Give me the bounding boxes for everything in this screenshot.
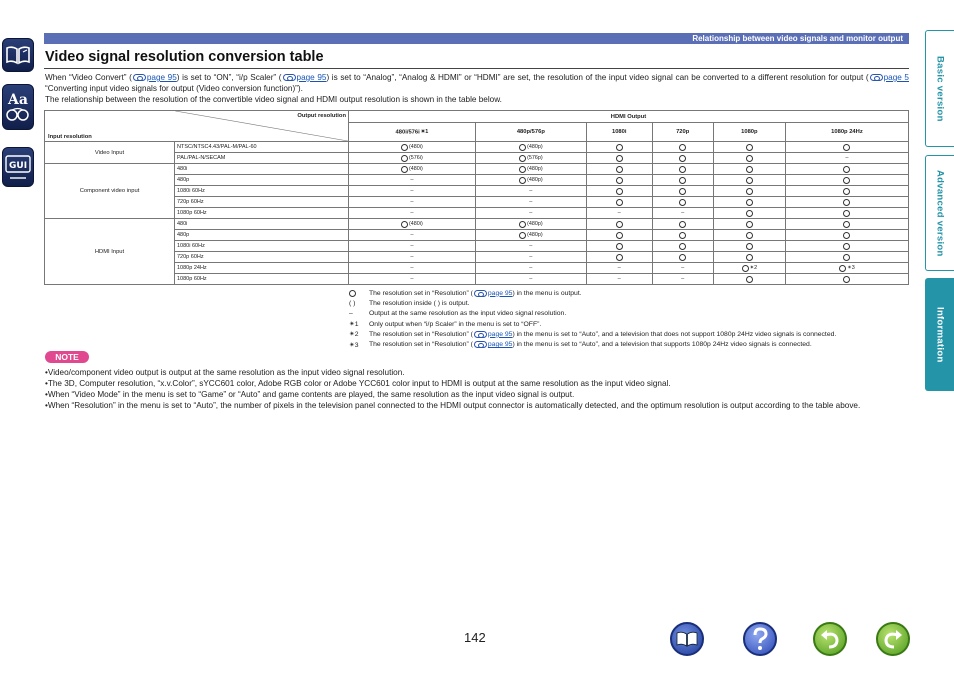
supported-circle-icon — [746, 276, 753, 283]
supported-circle-icon — [746, 254, 753, 261]
column-header-label: 1080p 24Hz — [831, 129, 863, 135]
table-row — [45, 252, 909, 263]
output-cell — [785, 208, 908, 219]
output-cell — [713, 208, 785, 219]
output-cell — [349, 175, 476, 186]
output-cell — [475, 208, 586, 219]
supported-circle-icon — [843, 254, 850, 261]
output-cell — [785, 153, 908, 164]
output-cell — [785, 252, 908, 263]
output-cell — [349, 252, 476, 263]
table-row — [45, 263, 909, 274]
cell-note: ✴3 — [847, 265, 855, 271]
supported-circle-icon — [401, 155, 408, 162]
output-cell — [785, 197, 908, 208]
input-resolution-cell: 480p — [175, 230, 349, 241]
same-as-input-dash: – — [681, 276, 685, 282]
output-cell — [586, 263, 652, 274]
column-header-label: 1080p — [741, 129, 758, 135]
legend-text: ) in the menu is set to “Auto”, and a television that does not support 1080p 24Hz video signals is connected. — [512, 330, 837, 338]
supported-circle-icon — [746, 144, 753, 151]
legend-text: Only output when “i/p Scaler” in the menu is set to “OFF”. — [369, 320, 542, 328]
supported-circle-icon — [519, 232, 526, 239]
table-row — [45, 241, 909, 252]
supported-circle-icon — [843, 210, 850, 217]
output-cell — [586, 252, 652, 263]
table-row — [45, 153, 909, 164]
output-cell — [349, 153, 476, 164]
tab-advanced-version[interactable] — [925, 155, 954, 271]
supported-circle-icon — [843, 199, 850, 206]
circle-symbol-icon — [349, 290, 356, 297]
intro-text — [45, 72, 909, 105]
table-row — [45, 230, 909, 241]
column-header-label: 480i/576i — [395, 129, 420, 136]
legend-text: The resolution set in “Resolution” ( — [369, 341, 473, 349]
legend-text: The resolution inside ( ) is output. — [369, 299, 470, 307]
supported-circle-icon — [679, 243, 686, 250]
supported-circle-icon — [746, 177, 753, 184]
same-as-input-dash: – — [410, 232, 414, 238]
input-resolution-cell: PAL/PAL-N/SECAM — [175, 153, 349, 164]
supported-circle-icon — [746, 232, 753, 239]
same-as-input-dash: – — [617, 276, 621, 282]
cell-note: (480i) — [409, 166, 423, 172]
supported-circle-icon — [519, 177, 526, 184]
output-cell — [349, 219, 476, 230]
supported-circle-icon — [616, 254, 623, 261]
legend-row-dash — [349, 309, 836, 319]
output-cell — [785, 274, 908, 285]
help-button[interactable] — [743, 622, 777, 656]
legend-text: The resolution set in “Resolution” ( — [369, 289, 473, 297]
output-cell — [713, 219, 785, 230]
output-cell — [586, 208, 652, 219]
same-as-input-dash: – — [529, 276, 533, 282]
output-cell — [349, 164, 476, 175]
note-list — [45, 367, 909, 411]
output-cell — [652, 197, 713, 208]
table-legend — [349, 288, 836, 350]
column-header — [713, 123, 785, 142]
tab-advanced-version-label: Advanced version — [934, 169, 946, 257]
link-legend-page-95[interactable]: page 95 — [487, 289, 513, 297]
legend-text: ) in the menu is output. — [512, 289, 582, 297]
supported-circle-icon — [519, 166, 526, 173]
same-as-input-dash: – — [410, 243, 414, 249]
supported-circle-icon — [746, 221, 753, 228]
same-as-input-dash: – — [529, 254, 533, 260]
output-cell — [652, 230, 713, 241]
same-as-input-dash: – — [529, 210, 533, 216]
output-cell — [586, 241, 652, 252]
contents-button[interactable] — [670, 622, 704, 656]
intro-text-part: The relationship between the resolution of the convertible video signal and HDMI output resolution is shown in the table below. — [45, 95, 502, 104]
supported-circle-icon — [746, 155, 753, 162]
output-resolution-label: Output resolution — [297, 113, 346, 119]
table-row — [45, 175, 909, 186]
note-item: • When “Video Mode” in the menu is set to “Game” or “Auto” and game contents are played, the same resolution as the input video signal is output. — [45, 389, 909, 400]
page-ref-icon — [474, 341, 487, 348]
legend-text: Output at the same resolution as the input video signal resolution. — [369, 310, 567, 318]
index-aa-icon[interactable] — [2, 84, 34, 130]
input-group-label: Video Input — [45, 142, 175, 164]
undo-arrow-icon — [818, 627, 842, 651]
output-cell — [652, 142, 713, 153]
table-row — [45, 219, 909, 230]
supported-circle-icon — [843, 188, 850, 195]
paren-symbol: ( ) — [349, 299, 356, 307]
supported-circle-icon — [843, 232, 850, 239]
supported-circle-icon — [746, 210, 753, 217]
supported-circle-icon — [746, 188, 753, 195]
output-cell — [475, 164, 586, 175]
page-ref-icon — [474, 331, 487, 338]
output-cell — [475, 252, 586, 263]
supported-circle-icon — [401, 144, 408, 151]
same-as-input-dash: – — [617, 265, 621, 271]
legend-row-paren — [349, 298, 836, 308]
output-cell — [652, 153, 713, 164]
output-cell — [652, 186, 713, 197]
gui-glyph: GUI — [9, 161, 28, 171]
supported-circle-icon — [616, 243, 623, 250]
supported-circle-icon — [843, 166, 850, 173]
link-page-5[interactable]: page 5 — [883, 73, 909, 82]
output-cell — [349, 186, 476, 197]
input-group-label: Component video input — [45, 164, 175, 219]
output-cell — [785, 186, 908, 197]
output-cell — [652, 175, 713, 186]
same-as-input-dash: – — [410, 210, 414, 216]
question-mark-icon — [750, 627, 770, 651]
supported-circle-icon — [401, 221, 408, 228]
same-as-input-dash: – — [681, 265, 685, 271]
supported-circle-icon — [519, 221, 526, 228]
legend-row-fn2 — [349, 329, 836, 339]
table-row — [45, 208, 909, 219]
cell-note: ✴2 — [749, 265, 758, 271]
output-cell — [349, 230, 476, 241]
supported-circle-icon — [519, 144, 526, 151]
output-cell — [713, 274, 785, 285]
output-cell — [652, 252, 713, 263]
input-resolution-cell: 480p — [175, 175, 349, 186]
output-cell — [713, 252, 785, 263]
supported-circle-icon — [679, 177, 686, 184]
supported-circle-icon — [843, 243, 850, 250]
output-cell — [349, 241, 476, 252]
column-header-label: 1080i — [611, 129, 627, 135]
supported-circle-icon — [679, 166, 686, 173]
output-cell — [652, 219, 713, 230]
supported-circle-icon — [679, 254, 686, 261]
output-cell — [349, 274, 476, 285]
output-cell — [475, 263, 586, 274]
intro-text-part: ) is set to “Analog”, “Analog & HDMI” or “HDMI” are set, the resolution of the input video signal can be converted to a different resolution for output ( — [326, 73, 869, 82]
column-header — [586, 123, 652, 142]
resolution-conversion-table — [44, 110, 909, 285]
page-title: Video signal resolution conversion table — [45, 49, 324, 65]
output-cell — [475, 142, 586, 153]
column-header-label: 720p — [676, 129, 690, 135]
redo-arrow-icon — [881, 627, 905, 651]
output-cell — [586, 230, 652, 241]
output-cell — [713, 197, 785, 208]
supported-circle-icon — [616, 221, 623, 228]
cell-note: (480p) — [527, 221, 543, 227]
table-row — [45, 274, 909, 285]
legend-text: ) in the menu is set to “Auto”, and a television that supports 1080p 24Hz video signals is connected. — [512, 341, 812, 349]
output-cell — [349, 142, 476, 153]
table-row — [45, 142, 909, 153]
cell-note: (480p) — [527, 144, 543, 150]
supported-circle-icon — [679, 221, 686, 228]
input-resolution-cell: 720p 60Hz — [175, 197, 349, 208]
page-ref-icon — [133, 74, 146, 81]
output-cell — [586, 153, 652, 164]
output-cell — [475, 186, 586, 197]
table-corner-header — [45, 111, 349, 142]
cell-note: (480i) — [409, 221, 423, 227]
column-header — [349, 123, 476, 142]
same-as-input-dash: – — [529, 265, 533, 271]
link-fn2-page-95[interactable]: page 95 — [487, 330, 513, 338]
supported-circle-icon — [843, 144, 850, 151]
supported-circle-icon — [616, 166, 623, 173]
same-as-input-dash: – — [681, 210, 685, 216]
cell-note: (480p) — [527, 177, 543, 183]
output-cell — [586, 175, 652, 186]
supported-circle-icon — [746, 243, 753, 250]
output-cell — [785, 142, 908, 153]
input-group-label: HDMI Input — [45, 219, 175, 285]
output-cell — [586, 164, 652, 175]
input-resolution-cell: 1080i 60Hz — [175, 241, 349, 252]
output-cell — [652, 208, 713, 219]
legend-row-fn3 — [349, 339, 836, 349]
link-page-95-ip-scaler[interactable]: page 95 — [296, 73, 327, 82]
supported-circle-icon — [742, 265, 749, 272]
page-number: 142 — [464, 630, 486, 645]
supported-circle-icon — [843, 276, 850, 283]
output-cell — [785, 219, 908, 230]
cell-note: (576p) — [527, 155, 543, 161]
link-fn3-page-95[interactable]: page 95 — [487, 341, 513, 349]
tab-basic-version[interactable] — [925, 30, 954, 147]
note-item: • When “Resolution” in the menu is set to “Auto”, the number of pixels in the television panel connected to the HDMI output connector is automatically detected, and the optimum resolution is output according to the table above. — [45, 400, 909, 411]
cell-note: (480p) — [527, 232, 543, 238]
intro-text-part: When “Video Convert” ( — [45, 73, 132, 82]
output-cell — [713, 263, 785, 274]
input-resolution-cell: 1080p 60Hz — [175, 274, 349, 285]
output-cell — [713, 164, 785, 175]
same-as-input-dash: – — [529, 199, 533, 205]
supported-circle-icon — [616, 232, 623, 239]
same-as-input-dash: – — [845, 155, 849, 161]
output-cell — [713, 142, 785, 153]
output-cell — [713, 186, 785, 197]
output-cell — [475, 175, 586, 186]
note-item: • Video/component video output is output at the same resolution as the input video signal resolution. — [45, 367, 909, 378]
intro-text-part: ) is set to “ON”, “i/p Scaler” ( — [176, 73, 282, 82]
output-cell — [586, 142, 652, 153]
input-resolution-cell: NTSC/NTSC4.43/PAL-M/PAL-60 — [175, 142, 349, 153]
output-cell — [652, 263, 713, 274]
output-cell — [586, 219, 652, 230]
output-cell — [652, 241, 713, 252]
same-as-input-dash: – — [617, 210, 621, 216]
output-cell — [785, 175, 908, 186]
supported-circle-icon — [519, 155, 526, 162]
section-label: Relationship between video signals and monitor output — [692, 34, 903, 43]
output-cell — [586, 197, 652, 208]
legend-row-fn1 — [349, 319, 836, 329]
open-book-icon — [675, 630, 699, 648]
supported-circle-icon — [616, 177, 623, 184]
page-ref-icon — [870, 74, 883, 81]
supported-circle-icon — [679, 232, 686, 239]
same-as-input-dash: – — [410, 265, 414, 271]
forward-button[interactable] — [876, 622, 910, 656]
back-button[interactable] — [813, 622, 847, 656]
output-cell — [713, 153, 785, 164]
output-cell — [652, 274, 713, 285]
supported-circle-icon — [679, 155, 686, 162]
gui-menu-icon[interactable] — [2, 147, 34, 187]
supported-circle-icon — [843, 221, 850, 228]
table-row — [45, 197, 909, 208]
tab-information-label: Information — [934, 306, 946, 363]
supported-circle-icon — [616, 155, 623, 162]
supported-circle-icon — [679, 199, 686, 206]
legend-text: The resolution set in “Resolution” ( — [369, 330, 473, 338]
output-cell — [475, 241, 586, 252]
table-row — [45, 186, 909, 197]
output-cell — [713, 175, 785, 186]
table-row — [45, 164, 909, 175]
output-cell — [713, 230, 785, 241]
supported-circle-icon — [746, 199, 753, 206]
output-cell — [349, 263, 476, 274]
note-item: • The 3D, Computer resolution, “x.v.Color”, sYCC601 color, Adobe RGB color or Adobe YCC601 color input to HDMI is output at the same resolution as the input video signal. — [45, 378, 909, 389]
same-as-input-dash: – — [410, 199, 414, 205]
output-cell — [785, 230, 908, 241]
column-header — [475, 123, 586, 142]
same-as-input-dash: – — [410, 177, 414, 183]
book-contents-icon[interactable] — [2, 38, 34, 72]
output-cell — [349, 197, 476, 208]
output-cell — [475, 274, 586, 285]
supported-circle-icon — [679, 188, 686, 195]
supported-circle-icon — [839, 265, 846, 272]
supported-circle-icon — [616, 199, 623, 206]
page-ref-icon — [283, 74, 296, 81]
link-page-95-video-convert[interactable]: page 95 — [146, 73, 177, 82]
output-cell — [785, 263, 908, 274]
cell-note: (480i) — [409, 144, 423, 150]
input-resolution-cell: 1080p 24Hz — [175, 263, 349, 274]
column-header-label: 480p/576p — [516, 129, 545, 135]
output-cell — [475, 219, 586, 230]
column-header — [652, 123, 713, 142]
output-cell — [475, 153, 586, 164]
output-cell — [475, 197, 586, 208]
intro-text-part: “Converting input video signals for output (Video conversion function)”). — [45, 84, 303, 93]
note-badge: NOTE — [45, 351, 89, 363]
supported-circle-icon — [746, 166, 753, 173]
output-cell — [713, 241, 785, 252]
cell-note: (480p) — [527, 166, 543, 172]
legend-row-circle — [349, 288, 836, 298]
column-header — [785, 123, 908, 142]
output-cell — [586, 186, 652, 197]
output-cell — [475, 230, 586, 241]
footnote-2-symbol: ✴2 — [349, 331, 359, 339]
supported-circle-icon — [616, 188, 623, 195]
footnote-1-symbol: ✴1 — [349, 321, 359, 329]
output-cell — [586, 274, 652, 285]
supported-circle-icon — [616, 144, 623, 151]
input-resolution-cell: 480i — [175, 219, 349, 230]
footnote-marker: ✴1 — [420, 128, 429, 135]
input-resolution-label: Input resolution — [48, 134, 92, 140]
supported-circle-icon — [679, 144, 686, 151]
same-as-input-dash: – — [410, 276, 414, 282]
same-as-input-dash: – — [410, 254, 414, 260]
same-as-input-dash: – — [529, 243, 533, 249]
supported-circle-icon — [843, 177, 850, 184]
tab-basic-version-label: Basic version — [934, 55, 946, 122]
tab-information[interactable] — [925, 278, 954, 391]
supported-circle-icon — [401, 166, 408, 173]
output-cell — [652, 164, 713, 175]
output-cell — [349, 208, 476, 219]
dash-symbol: – — [349, 310, 353, 318]
section-bar — [44, 33, 909, 44]
cell-note: (576i) — [409, 155, 423, 161]
title-divider — [44, 68, 909, 69]
output-cell — [785, 241, 908, 252]
same-as-input-dash: – — [529, 188, 533, 194]
aa-glyph: Aa — [8, 92, 28, 108]
page-ref-icon — [474, 290, 487, 297]
hdmi-output-header: HDMI Output — [349, 111, 909, 123]
input-resolution-cell: 1080i 60Hz — [175, 186, 349, 197]
footnote-3-symbol: ✴3 — [349, 341, 359, 349]
input-resolution-cell: 1080p 60Hz — [175, 208, 349, 219]
same-as-input-dash: – — [410, 188, 414, 194]
input-resolution-cell: 480i — [175, 164, 349, 175]
output-cell — [785, 164, 908, 175]
input-resolution-cell: 720p 60Hz — [175, 252, 349, 263]
